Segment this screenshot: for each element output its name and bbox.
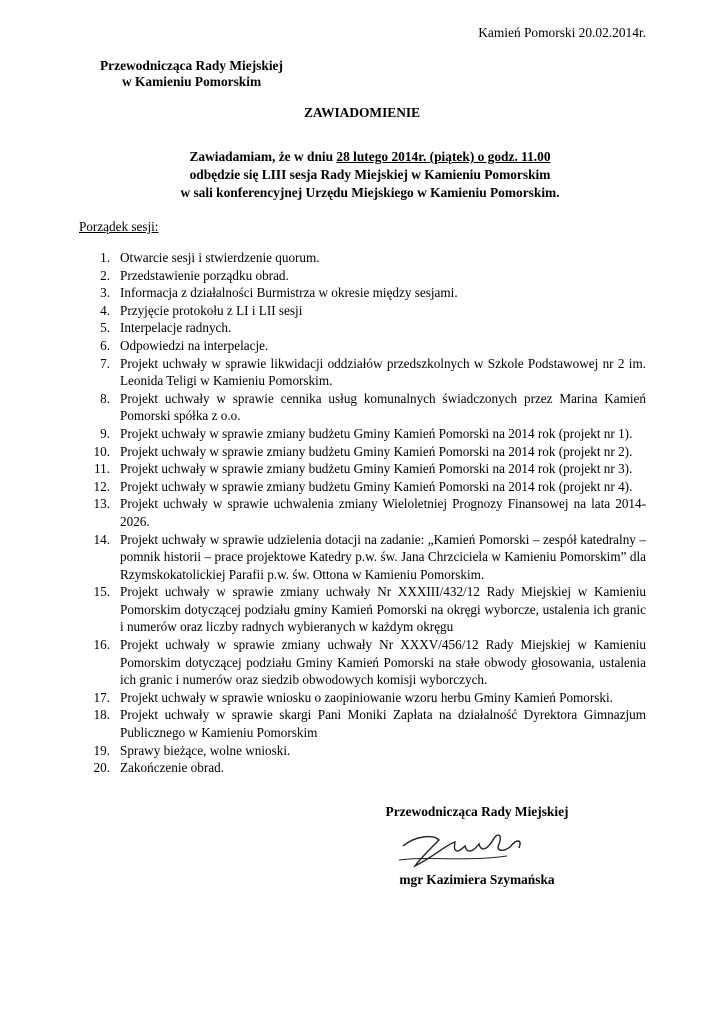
- agenda-item-number: 8.: [100, 390, 110, 406]
- agenda-item-text: Projekt uchwały w sprawie uchwalenia zmiany Wieloletniej Prognozy Finansowej na lata 2014-2026.: [120, 496, 646, 529]
- agenda-item-text: Projekt uchwały w sprawie likwidacji oddziałów przedszkolnych w Szkole Podstawowej nr 2 im. Leonida Teligi w Kamieniu Pomorskim.: [120, 355, 646, 389]
- place-date: Kamień Pomorski 20.02.2014r.: [478, 25, 646, 40]
- agenda-item: [94, 302, 646, 320]
- agenda-item: [94, 249, 646, 267]
- agenda-item-number: 4.: [100, 302, 110, 318]
- announcement-line-1: [16, 148, 724, 166]
- agenda-item-number: 15.: [93, 584, 110, 600]
- agenda-item: [94, 425, 646, 443]
- agenda-item: [94, 460, 646, 478]
- agenda-item-number: 6.: [100, 337, 110, 353]
- agenda-item-number: 1.: [100, 250, 110, 265]
- agenda-item-number: 19.: [93, 742, 110, 758]
- agenda-item-number: 9.: [100, 425, 110, 441]
- agenda-item-text: Projekt uchwały w sprawie zmiany budżetu Gminy Kamień Pomorski na 2014 rok (projekt nr 3).: [120, 461, 633, 477]
- agenda-item: [94, 759, 646, 777]
- agenda-item: [94, 319, 646, 337]
- agenda-item-text: Projekt uchwały w sprawie wniosku o zaopiniowanie wzoru herbu Gminy Kamień Pomorski.: [120, 689, 613, 705]
- sender-block: [100, 58, 283, 90]
- agenda-item-number: 13.: [93, 496, 110, 512]
- agenda-item-number: 5.: [100, 320, 110, 336]
- agenda-item-text: Projekt uchwały w sprawie zmiany budżetu Gminy Kamień Pomorski na 2014 rok (projekt nr 4).: [120, 478, 633, 494]
- announcement-line-3: w sali konferencyjnej Urzędu Miejskiego w Kamieniu Pomorskim.: [180, 185, 560, 200]
- agenda-item: [94, 337, 646, 355]
- agenda-item-text: Projekt uchwały w sprawie zmiany uchwały Nr XXXV/456/12 Rady Miejskiej w Kamieniu Pomorskim dotyczącej podziału Gminy Kamień Pomorski na stałe obwody głosowania, ustalenia ich granic i numerów oraz siedzib obwodowych komisji wyborczych.: [120, 637, 646, 688]
- agenda-item: [94, 443, 646, 461]
- handwritten-signature: [395, 826, 535, 872]
- agenda-item-text: Interpelacje radnych.: [120, 320, 232, 336]
- agenda-item-text: Projekt uchwały w sprawie zmiany budżetu Gminy Kamień Pomorski na 2014 rok (projekt nr 1).: [120, 425, 633, 441]
- agenda-item-text: Informacja z działalności Burmistrza w okresie między sesjami.: [120, 285, 458, 301]
- agenda-item-text: Projekt uchwały w sprawie cennika usług komunalnych świadczonych przez Marina Kamień Pomorski spółka z o.o.: [120, 390, 646, 424]
- agenda-item-text: Projekt uchwały w sprawie udzielenia dotacji na zadanie: „Kamień Pomorski – zespół katedralny – pomnik historii – prace projektowe Katedry p.w. św. Jana Chrzciciela w Kamieniu Pomorskim” dla Rzymskokatolickiej Parafii p.w. św. Ottona w Kamieniu Pomorskim.: [120, 531, 646, 582]
- agenda-item-text: Przyjęcie protokołu z LI i LII sesji: [120, 302, 303, 318]
- agenda-item-text: Projekt uchwały w sprawie zmiany budżetu Gminy Kamień Pomorski na 2014 rok (projekt nr 2).: [120, 443, 633, 459]
- agenda-item: [94, 689, 646, 707]
- agenda-item: [94, 284, 646, 302]
- agenda-item-number: 2.: [100, 267, 110, 283]
- agenda-item-text: Projekt uchwały w sprawie skargi Pani Moniki Zapłata na działalność Dyrektora Gimnazjum Publicznego w Kamieniu Pomorskim: [120, 707, 646, 741]
- agenda-item-text: Zakończenie obrad.: [120, 760, 224, 776]
- announcement-prefix: Zawiadamiam, że w dniu: [189, 149, 337, 164]
- agenda-item-number: 3.: [100, 285, 110, 301]
- agenda-item: [94, 706, 646, 741]
- agenda-item-text: Odpowiedzi na interpelacje.: [120, 337, 269, 353]
- agenda-item-number: 14.: [93, 531, 110, 547]
- sender-line-1: Przewodnicząca Rady Miejskiej: [100, 58, 283, 73]
- agenda-list: [94, 249, 646, 777]
- document-title: ZAWIADOMIENIE: [303, 105, 421, 120]
- agenda-item: [94, 267, 646, 285]
- agenda-heading: Porządek sesji:: [79, 219, 159, 234]
- agenda-item: [94, 355, 646, 390]
- agenda-item-text: Przedstawienie porządku obrad.: [120, 267, 289, 283]
- agenda-item-number: 20.: [93, 760, 110, 776]
- signer-name: mgr Kazimiera Szymańska: [399, 872, 555, 887]
- agenda-item-text: Sprawy bieżące, wolne wnioski.: [120, 742, 291, 758]
- session-date: 28 lutego 2014r. (piątek) o godz. 11.00: [336, 149, 551, 164]
- announcement: [0, 148, 724, 202]
- agenda-item-number: 17.: [93, 689, 110, 705]
- agenda-item: [94, 742, 646, 760]
- agenda-item: [94, 531, 646, 584]
- agenda-item-text: Otwarcie sesji i stwierdzenie quorum.: [120, 250, 320, 265]
- agenda-item-number: 11.: [94, 461, 110, 477]
- signature-title: Przewodnicząca Rady Miejskiej: [385, 804, 569, 819]
- agenda-item-text: Projekt uchwały w sprawie zmiany uchwały Nr XXXIII/432/12 Rady Miejskiej w Kamieniu Pomorskim dotyczącej podziału gminy Kamień Pomorski na okręgi wyborcze, ustalenia ich granic i numerów oraz liczby radnych wybieranych w każdym okręgu: [120, 584, 646, 635]
- agenda-item: [94, 583, 646, 636]
- agenda-item-number: 16.: [93, 637, 110, 653]
- agenda-item-number: 7.: [100, 355, 110, 371]
- agenda-item-number: 12.: [93, 478, 110, 494]
- sender-line-2: w Kamieniu Pomorskim: [122, 74, 262, 89]
- agenda-item-number: 10.: [93, 443, 110, 459]
- agenda-item: [94, 478, 646, 496]
- agenda-item: [94, 495, 646, 530]
- agenda-item-number: 18.: [93, 707, 110, 723]
- agenda-item: [94, 636, 646, 689]
- announcement-line-2: odbędzie się LIII sesja Rady Miejskiej w Kamieniu Pomorskim: [189, 167, 551, 182]
- agenda-item: [94, 390, 646, 425]
